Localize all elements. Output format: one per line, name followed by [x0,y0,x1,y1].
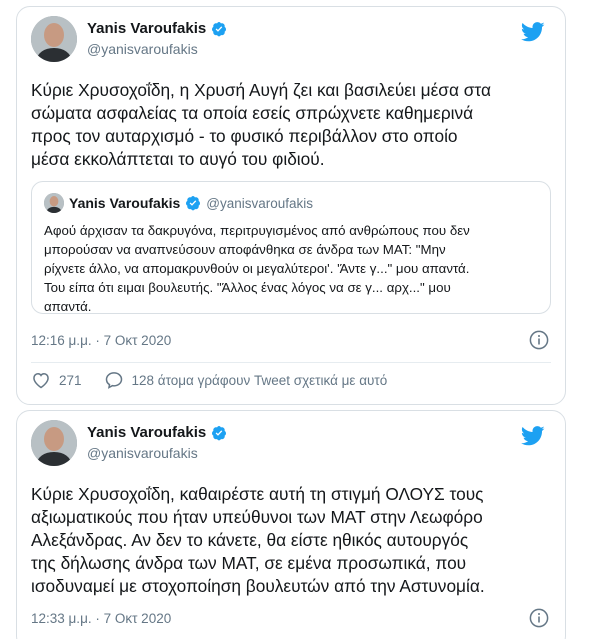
verified-badge-icon [211,21,227,37]
tweet-header [31,420,551,472]
quote-author-name: Yanis Varoufakis [69,195,181,211]
quoted-tweet[interactable] [31,181,551,314]
author-name[interactable]: Yanis Varoufakis [87,424,207,441]
like-count: 271 [59,372,82,388]
avatar[interactable] [31,16,77,62]
author-name[interactable]: Yanis Varoufakis [87,20,207,37]
tweet-text: Κύριε Χρυσοχοΐδη, καθαιρέστε αυτή τη στιγμή ΟΛΟΥΣ τους αξιωματικούς που ήταν υπεύθυνοι των ΜΑΤ στην Λεωφόρο Αλεξάνδρας. Αν δεν το κάνετε, θα είστε ηθικός αυτουργός της δήλωσης άνδρα των ΜΑΤ, σε εμένα προσωπικά, που ισοδυναμεί με στοχοποίηση βουλευτών από την Αστυνομία. [31,484,485,596]
quote-text: Αφού άρχισαν τα δακρυγόνα, περιτρυγισμένος από ανθρώπους που δεν μπορούσαν να αναπνεύσουν αποφάνθηκα σε άνδρα των ΜΑΤ: "Μην ρίχνετε άλλο, να απομακρυνθούν οι μεγαλύτεροι'. 'Άντε γ..." μου απαντά. Του είπα ότι ειμαι βουλευτής. "Άλλος ένας λόγος να σε γ... αρχ..." μου απαντά. [44,223,470,314]
like-button[interactable] [31,370,82,390]
verified-badge-icon [211,425,227,441]
info-icon[interactable] [529,330,549,350]
tweet-timestamp[interactable]: 12:16 μ.μ. · 7 Οκτ 2020 [31,333,172,348]
tweet-actions [31,370,387,390]
verified-badge-icon [185,195,201,211]
twitter-bird-icon[interactable] [521,426,545,446]
reply-bubble-icon [104,370,124,390]
heart-icon [31,370,51,390]
reply-count-text: 128 άτομα γράφουν Tweet σχετικά με αυτό [131,372,388,388]
avatar[interactable] [31,420,77,466]
twitter-bird-icon[interactable] [521,22,545,42]
author-handle[interactable]: @yanisvaroufakis [87,41,198,57]
avatar [44,193,64,213]
tweet-card[interactable] [16,6,566,405]
tweet-header [31,16,551,68]
divider [31,362,551,363]
author-handle[interactable]: @yanisvaroufakis [87,445,198,461]
quote-author-handle: @yanisvaroufakis [206,195,314,211]
reply-button[interactable] [104,370,388,390]
tweet-text: Κύριε Χρυσοχοΐδη, η Χρυσή Αυγή ζει και βασιλεύει μέσα στα σώματα ασφαλείας τα οποία εσείς σπρώχνετε καθημερινά προς τον αυταρχισμό - το φυσικό περιβάλλον στο οποίο μέσα εκκολάπτεται το αυγό του φιδιού. [31,80,491,169]
tweet-card[interactable] [16,410,566,639]
tweet-timestamp[interactable]: 12:33 μ.μ. · 7 Οκτ 2020 [31,611,172,626]
info-icon[interactable] [529,608,549,628]
